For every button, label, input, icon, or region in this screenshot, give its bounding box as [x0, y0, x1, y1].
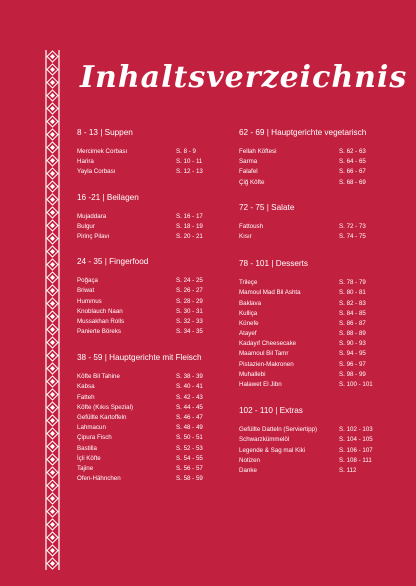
toc-entry [77, 474, 212, 484]
page-range: S. 26 - 27 [176, 287, 203, 295]
page-range: S. 42 - 43 [176, 393, 203, 401]
toc-entry [77, 433, 212, 443]
section-title: 24 - 35 | Fingerfood [77, 257, 149, 267]
recipe-name: Poğaça [77, 277, 98, 285]
toc-entry [239, 167, 379, 177]
toc-entry [77, 286, 212, 296]
page-range: S. 24 - 25 [176, 277, 203, 285]
toc-section [77, 128, 212, 178]
toc-entry [77, 403, 212, 413]
toc-entry [239, 339, 379, 349]
recipe-name: Legende & Sag mal Kiki [239, 446, 306, 454]
toc-entry [239, 360, 379, 370]
page-range: S. 18 - 19 [176, 222, 203, 230]
toc-entry [77, 327, 212, 337]
toc-entry [77, 413, 212, 423]
toc-section [77, 193, 212, 243]
page-range: S. 34 - 35 [176, 328, 203, 336]
page-range: S. 74 - 75 [339, 232, 366, 240]
page-range: S. 88 - 89 [339, 330, 366, 338]
recipe-name: Knoblauch Naan [77, 307, 123, 315]
page-range: S. 44 - 45 [176, 403, 203, 411]
recipe-name: Bastilla [77, 444, 97, 452]
toc-entry [239, 178, 379, 188]
section-title: 72 - 75 | Salate [239, 202, 295, 212]
recipe-name: Muhallebi [239, 370, 266, 378]
page-range: S. 104 - 105 [339, 436, 373, 444]
recipe-name: Mamoul Mad Bil Ashta [239, 289, 301, 297]
toc-entry [239, 319, 379, 329]
recipe-name: Ofen-Hähnchen [77, 475, 121, 483]
recipe-name: Bulgur [77, 222, 95, 230]
toc-entry [239, 288, 379, 298]
recipe-name: Künefe [239, 319, 259, 327]
page-range: S. 46 - 47 [176, 414, 203, 421]
toc-section [239, 406, 379, 476]
page-range: S. 94 - 95 [339, 350, 366, 358]
page-range: S. 100 - 101 [339, 381, 373, 388]
recipe-name: Fellah Köftesi [239, 148, 277, 155]
toc-entry [77, 157, 212, 167]
toc-entry [77, 317, 212, 327]
page-range: S. 64 - 65 [339, 158, 366, 166]
toc-entry [239, 147, 379, 157]
recipe-name: Mercimek Corbası [77, 148, 128, 155]
page-range: S. 56 - 57 [176, 464, 203, 472]
page-range: S. 20 - 21 [176, 232, 203, 240]
toc-entry [239, 232, 379, 242]
section-title: 38 - 59 | Hauptgerichte mit Fleisch [77, 353, 202, 363]
section-title: 78 - 101 | Desserts [239, 259, 309, 269]
recipe-name: Pistazien-Makronen [239, 360, 294, 368]
page-range: S. 108 - 111 [339, 456, 372, 464]
recipe-name: Kadayıf Cheesecake [239, 340, 297, 348]
page-range: S. 112 [339, 466, 357, 474]
toc-entry [77, 464, 212, 474]
recipe-name: Pirinç Pilavı [77, 232, 110, 240]
recipe-name: Kısır [239, 232, 252, 240]
toc-entry [77, 423, 212, 433]
toc-entry [239, 299, 379, 309]
toc-section [239, 128, 379, 188]
toc-entry [239, 446, 379, 456]
recipe-name: Yayla Corbası [77, 168, 116, 176]
recipe-name: Halawet El Jibn [239, 381, 282, 388]
page-range: S. 80 - 81 [339, 289, 366, 297]
recipe-name: Kabsa [77, 383, 95, 391]
page-range: S. 102 - 103 [339, 426, 373, 434]
toc-entry [77, 444, 212, 454]
section-title: 62 - 69 | Hauptgerichte vegetarisch [239, 128, 367, 137]
recipe-name: Panierte Böreks [77, 328, 122, 336]
section-title: 102 - 110 | Extras [239, 406, 303, 416]
page-range: S. 8 - 9 [176, 148, 196, 155]
page-range: S. 96 - 97 [339, 360, 366, 368]
recipe-name: Baklava [239, 299, 262, 307]
page-range: S. 84 - 85 [339, 309, 366, 317]
toc-column-right [239, 128, 379, 476]
section-title: 8 - 13 | Suppen [77, 128, 133, 137]
page-range: S. 38 - 39 [176, 373, 203, 381]
toc-entry [77, 307, 212, 317]
page-range: S. 66 - 67 [339, 168, 366, 176]
toc-section [77, 257, 212, 337]
toc-entry [239, 309, 379, 319]
recipe-name: Gefüllte Datteln (Serviertipp) [239, 426, 318, 434]
toc-entry [77, 212, 212, 222]
toc-entry [77, 393, 212, 403]
recipe-name: Maamoul Bil Tamr [239, 350, 289, 358]
recipe-name: Trileçe [239, 279, 258, 287]
recipe-name: Mussakhan Rolls [77, 317, 125, 325]
recipe-name: Harira [77, 158, 94, 166]
page-title: Inhaltsverzeichnis [80, 60, 408, 95]
toc-entry [77, 167, 212, 177]
page-range: S. 68 - 69 [339, 178, 366, 186]
page-range: S. 28 - 29 [176, 297, 203, 305]
toc-entry [239, 435, 379, 445]
page-range: S. 54 - 55 [176, 454, 203, 462]
toc-entry [239, 466, 379, 476]
page-range: S. 62 - 63 [339, 148, 366, 155]
recipe-name: Notizen [239, 456, 260, 464]
page-range: S. 106 - 107 [339, 446, 373, 454]
page-range: S. 32 - 33 [176, 317, 203, 325]
recipe-name: Çiğ Köfte [239, 178, 265, 186]
toc-entry [77, 297, 212, 307]
page-range: S. 78 - 79 [339, 279, 366, 287]
toc-entry [239, 157, 379, 167]
recipe-name: Çipura Fisch [77, 434, 112, 442]
toc-entry [77, 232, 212, 242]
page-range: S. 40 - 41 [176, 383, 203, 391]
recipe-name: Fatteh [77, 393, 95, 401]
section-title: 16 -21 | Beilagen [77, 192, 139, 202]
diamond-border-pattern [45, 50, 60, 570]
recipe-name: Gefüllte Kartoffeln [77, 414, 127, 421]
toc-entry [77, 372, 212, 382]
recipe-name: Sarma [239, 158, 258, 166]
recipe-name: Briwat [77, 287, 95, 295]
recipe-name: Danke [239, 466, 257, 474]
page-range: S. 52 - 53 [176, 444, 203, 452]
page-range: S. 90 - 93 [339, 340, 366, 348]
toc-section [77, 353, 212, 484]
toc-entry [77, 147, 212, 157]
page-range: S. 48 - 49 [176, 424, 203, 432]
page-range: S. 10 - 11 [176, 158, 203, 166]
page-range: S. 82 - 83 [339, 299, 366, 307]
recipe-name: Fattoush [239, 222, 264, 230]
recipe-name: Tajine [77, 464, 94, 472]
toc-entry [77, 222, 212, 232]
toc-column-left [77, 128, 212, 484]
page-range: S. 12 - 13 [176, 168, 203, 176]
recipe-name: Mujaddara [77, 212, 107, 220]
recipe-name: Hummus [77, 297, 102, 305]
toc-entry [239, 329, 379, 339]
toc-entry [77, 454, 212, 464]
recipe-name: Lahmacun [77, 424, 106, 432]
toc-entry [239, 380, 379, 390]
toc-entry [239, 425, 379, 435]
toc-entry [239, 370, 379, 380]
recipe-name: Schwarzkümmelöl [239, 436, 290, 444]
page-range: S. 98 - 99 [339, 370, 366, 378]
page-range: S. 58 - 59 [176, 475, 203, 483]
toc-entry [77, 382, 212, 392]
toc-section [239, 203, 379, 242]
toc-entry [239, 278, 379, 288]
page-range: S. 30 - 31 [176, 307, 203, 315]
page-range: S. 16 - 17 [176, 212, 203, 220]
toc-section [239, 259, 379, 390]
toc-entry [239, 349, 379, 359]
page-range: S. 72 - 73 [339, 222, 366, 230]
page-range: S. 50 - 51 [176, 434, 203, 442]
toc-entry [239, 222, 379, 232]
toc-entry [239, 456, 379, 466]
recipe-name: Kulliça [239, 309, 258, 317]
page-range: S. 86 - 87 [339, 319, 366, 327]
recipe-name: İçli Köfte [77, 454, 101, 462]
recipe-name: Falafel [239, 168, 258, 176]
recipe-name: Atayef [239, 330, 257, 338]
recipe-name: Köfte (Kıkıs Spezial) [77, 403, 134, 411]
toc-entry [77, 276, 212, 286]
recipe-name: Köfte Bil Tahine [77, 373, 120, 381]
